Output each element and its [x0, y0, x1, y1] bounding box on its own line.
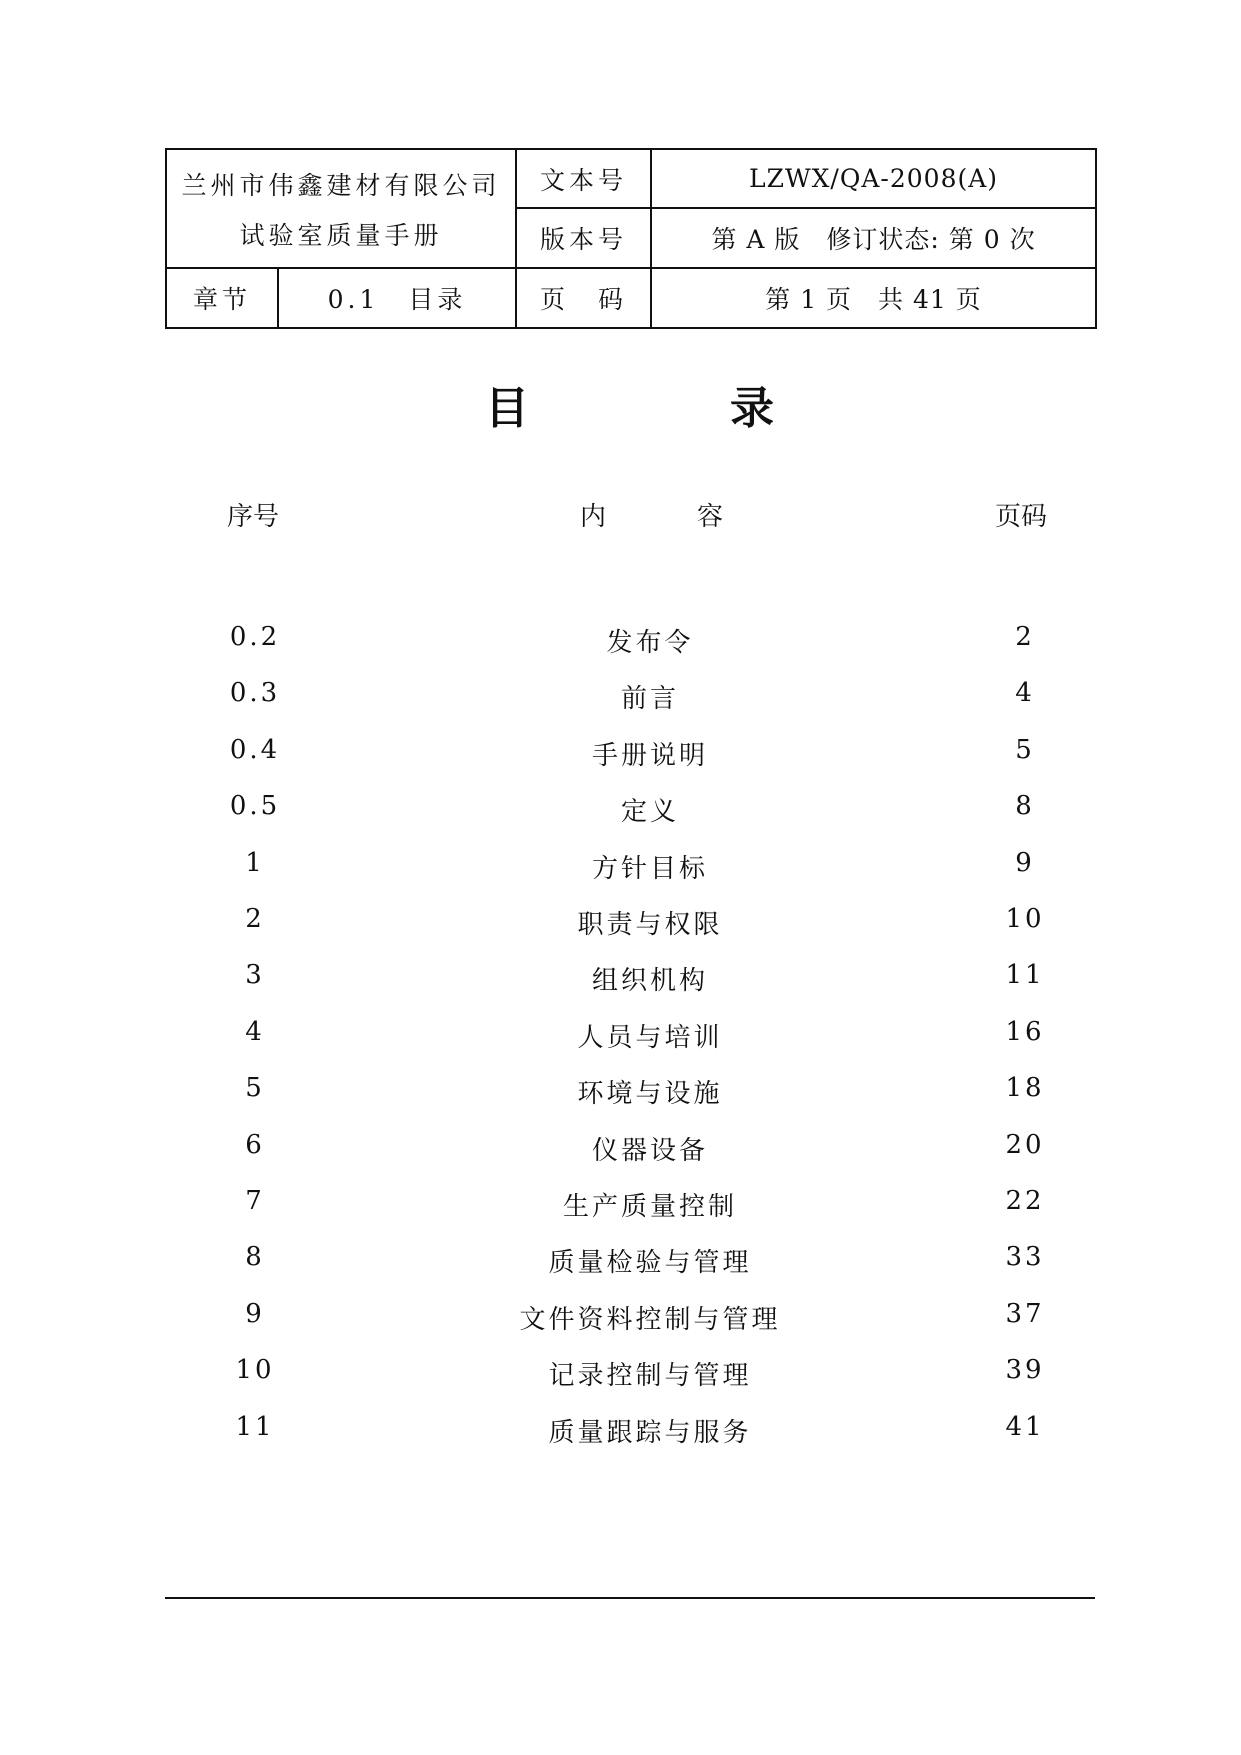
toc-item-page: 41 [1005, 1411, 1045, 1442]
toc-item-title: 环境与设施 [577, 1079, 723, 1110]
toc-item-page: 10 [1005, 904, 1045, 934]
toc-header [0, 496, 1241, 540]
toc-col-content-2: 容 [697, 502, 724, 532]
toc-item-page: 16 [1005, 1016, 1045, 1047]
company-name: 兰州市伟鑫建材有限公司 [181, 170, 501, 200]
toc-item-title: 仪器设备 [591, 1135, 708, 1166]
toc-item-title: 手册说明 [591, 740, 708, 771]
toc-row [0, 1412, 1241, 1452]
toc-row [0, 848, 1241, 888]
toc-item-number: 8 [245, 1242, 265, 1273]
toc-item-number: 0.3 [229, 678, 281, 709]
toc-item-page: 20 [1005, 1129, 1045, 1160]
toc-item-title: 职责与权限 [577, 910, 723, 940]
toc-item-title: 定义 [620, 797, 679, 828]
toc-row [0, 1355, 1241, 1395]
doc-no-value: LZWX/QA-2008(A) [651, 149, 1096, 208]
toc-col-content-1: 内 [580, 502, 607, 532]
toc-item-number: 0.5 [229, 791, 281, 822]
toc-item-page: 18 [1005, 1073, 1045, 1104]
toc-item-title: 记录控制与管理 [548, 1361, 752, 1392]
toc-item-title: 质量检验与管理 [548, 1248, 752, 1279]
version-label: 版本号 [516, 208, 651, 268]
toc-item-page: 4 [1015, 678, 1035, 709]
toc-item-number: 5 [245, 1073, 265, 1104]
toc-item-page: 8 [1015, 791, 1035, 822]
toc-row [0, 678, 1241, 718]
toc-item-title: 文件资料控制与管理 [519, 1304, 781, 1335]
toc-item-number: 3 [245, 960, 265, 991]
toc-item-title: 人员与培训 [577, 1022, 723, 1053]
toc-item-number: 10 [235, 1355, 275, 1386]
toc-row [0, 622, 1241, 662]
toc-row [0, 1299, 1241, 1339]
toc-row [0, 1242, 1241, 1282]
toc-row [0, 791, 1241, 831]
toc-row [0, 1073, 1241, 1113]
toc-item-page: 11 [1005, 960, 1045, 991]
toc-item-number: 7 [245, 1186, 265, 1216]
footer-divider [165, 1597, 1095, 1599]
version-value: 第 A 版 修订状态: 第 0 次 [651, 208, 1096, 268]
toc-item-page: 9 [1015, 847, 1035, 878]
toc-item-title: 前言 [620, 684, 679, 715]
toc-row [0, 960, 1241, 1000]
toc-item-page: 22 [1005, 1186, 1045, 1216]
toc-item-title: 生产质量控制 [562, 1192, 737, 1222]
toc-item-title: 方针目标 [591, 853, 708, 884]
chapter-label: 章节 [166, 268, 278, 328]
toc-item-title: 质量跟踪与服务 [548, 1417, 752, 1448]
document-header-table [165, 148, 1097, 329]
title-char-left: 目 [485, 383, 529, 434]
toc-item-number: 0.4 [229, 734, 281, 765]
toc-row [0, 1017, 1241, 1057]
page-value: 第 1 页 共 41 页 [651, 268, 1096, 328]
toc-row [0, 735, 1241, 775]
doc-no-label: 文本号 [516, 149, 651, 208]
toc-row [0, 904, 1241, 944]
toc-col-no: 序号 [227, 502, 280, 532]
title-char-right: 录 [730, 383, 774, 434]
manual-name: 试验室质量手册 [239, 220, 443, 250]
toc-item-number: 0.2 [229, 622, 281, 652]
company-cell [166, 149, 516, 268]
chapter-value: 0.1 目录 [278, 268, 516, 328]
toc-row [0, 1130, 1241, 1170]
toc-item-number: 6 [245, 1129, 265, 1160]
toc-item-page: 33 [1005, 1242, 1045, 1273]
toc-item-number: 2 [245, 904, 265, 934]
toc-item-number: 1 [245, 847, 265, 878]
toc-item-number: 9 [245, 1298, 265, 1329]
toc-item-page: 39 [1005, 1355, 1045, 1386]
toc-item-number: 11 [235, 1411, 275, 1442]
toc-row [0, 1186, 1241, 1226]
page-title [0, 372, 1241, 442]
toc-item-page: 37 [1005, 1298, 1045, 1329]
page-label: 页 码 [516, 268, 651, 328]
toc-item-number: 4 [245, 1016, 265, 1047]
toc-item-title: 发布令 [606, 628, 694, 658]
toc-item-page: 5 [1015, 734, 1035, 765]
toc-item-title: 组织机构 [591, 966, 708, 997]
toc-col-page: 页码 [995, 502, 1048, 532]
toc-item-page: 2 [1015, 622, 1035, 652]
